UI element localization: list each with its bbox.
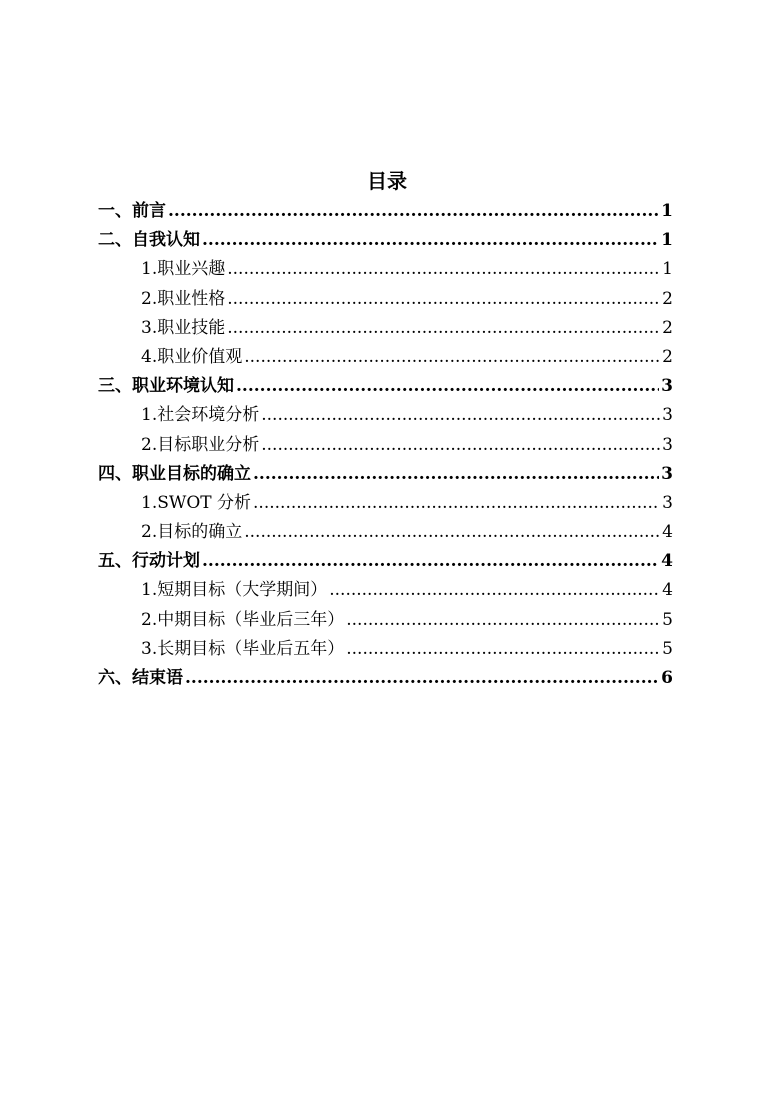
toc-dot-leader: [261, 401, 660, 430]
toc-entry-page: 2: [662, 288, 673, 309]
toc-entry[interactable]: [98, 285, 673, 314]
toc-dot-leader: [227, 255, 660, 284]
toc-entry-label: 四、职业目标的确立: [98, 463, 251, 484]
toc-entry-label: 三、职业环境认知: [98, 376, 234, 397]
toc-entry[interactable]: [98, 489, 673, 518]
toc-entry-label: 1.社会环境分析: [141, 405, 260, 426]
toc-dot-leader: [185, 664, 659, 693]
toc-dot-leader: [227, 314, 660, 343]
toc-entry-page: 3: [662, 434, 673, 455]
toc-dot-leader: [253, 460, 659, 489]
toc-dot-leader: [168, 197, 659, 226]
toc-entry[interactable]: [98, 576, 673, 605]
toc-entry[interactable]: [98, 401, 673, 430]
toc-dot-leader: [261, 431, 660, 460]
toc-entry[interactable]: [98, 255, 673, 284]
toc-entry-page: 4: [662, 580, 673, 601]
toc-entry-label: 一、前言: [98, 201, 166, 221]
toc-entry-page: 5: [662, 609, 673, 630]
toc-entry-label: 1.短期目标（大学期间）: [141, 580, 328, 601]
toc-entry[interactable]: [98, 372, 673, 401]
toc-entry[interactable]: [98, 664, 673, 693]
toc-entry[interactable]: [98, 197, 673, 226]
toc-dot-leader: [202, 226, 659, 255]
toc-entry[interactable]: [98, 431, 673, 460]
toc-entry-label: 1.SWOT 分析: [141, 492, 252, 513]
toc-entry-label: 4.职业价值观: [141, 346, 243, 367]
toc-dot-leader: [346, 635, 660, 664]
toc-entry[interactable]: [98, 547, 673, 576]
toc-dot-leader: [236, 372, 659, 401]
toc-entry-page: 3: [661, 376, 673, 397]
toc-dot-leader: [346, 606, 660, 635]
toc-entry-label: 2.目标的确立: [141, 522, 243, 543]
toc-dot-leader: [253, 489, 660, 518]
toc-entry[interactable]: [98, 635, 673, 664]
toc-title: 目录: [367, 169, 407, 193]
toc-dot-leader: [202, 547, 659, 576]
toc-entry-label: 2.目标职业分析: [141, 434, 260, 455]
toc-entry[interactable]: [98, 343, 673, 372]
toc-entry-label: 二、自我认知: [98, 230, 200, 251]
toc-entry-label: 3.职业技能: [141, 317, 226, 338]
toc-entry-label: 六、结束语: [98, 668, 183, 688]
toc-entry-page: 2: [662, 317, 673, 338]
toc-entry-page: 1: [661, 201, 673, 221]
toc-entry[interactable]: [98, 518, 673, 547]
toc-entry[interactable]: [98, 226, 673, 255]
toc-dot-leader: [329, 576, 660, 605]
toc-entry-page: 3: [662, 405, 673, 426]
toc-entry[interactable]: [98, 606, 673, 635]
toc-entry[interactable]: [98, 314, 673, 343]
toc-dot-leader: [244, 343, 660, 372]
toc-entry-label: 3.长期目标（毕业后五年）: [141, 638, 345, 659]
toc-entry-page: 3: [661, 463, 673, 484]
toc-entry-page: 1: [662, 259, 673, 280]
toc-entry-page: 5: [662, 638, 673, 659]
toc-entry-page: 4: [662, 522, 673, 543]
toc-entry-label: 五、行动计划: [98, 551, 200, 572]
toc-list: [98, 197, 673, 693]
toc-dot-leader: [227, 285, 660, 314]
toc-entry-label: 2.职业性格: [141, 288, 226, 309]
toc-entry-page: 4: [661, 551, 673, 572]
toc-entry-page: 2: [662, 346, 673, 367]
toc-entry-page: 6: [661, 668, 673, 688]
toc-entry[interactable]: [98, 460, 673, 489]
toc-dot-leader: [244, 518, 660, 547]
toc-entry-label: 2.中期目标（毕业后三年）: [141, 609, 345, 630]
toc-entry-page: 1: [661, 230, 673, 251]
toc-entry-label: 1.职业兴趣: [141, 259, 226, 280]
toc-entry-page: 3: [662, 492, 673, 513]
